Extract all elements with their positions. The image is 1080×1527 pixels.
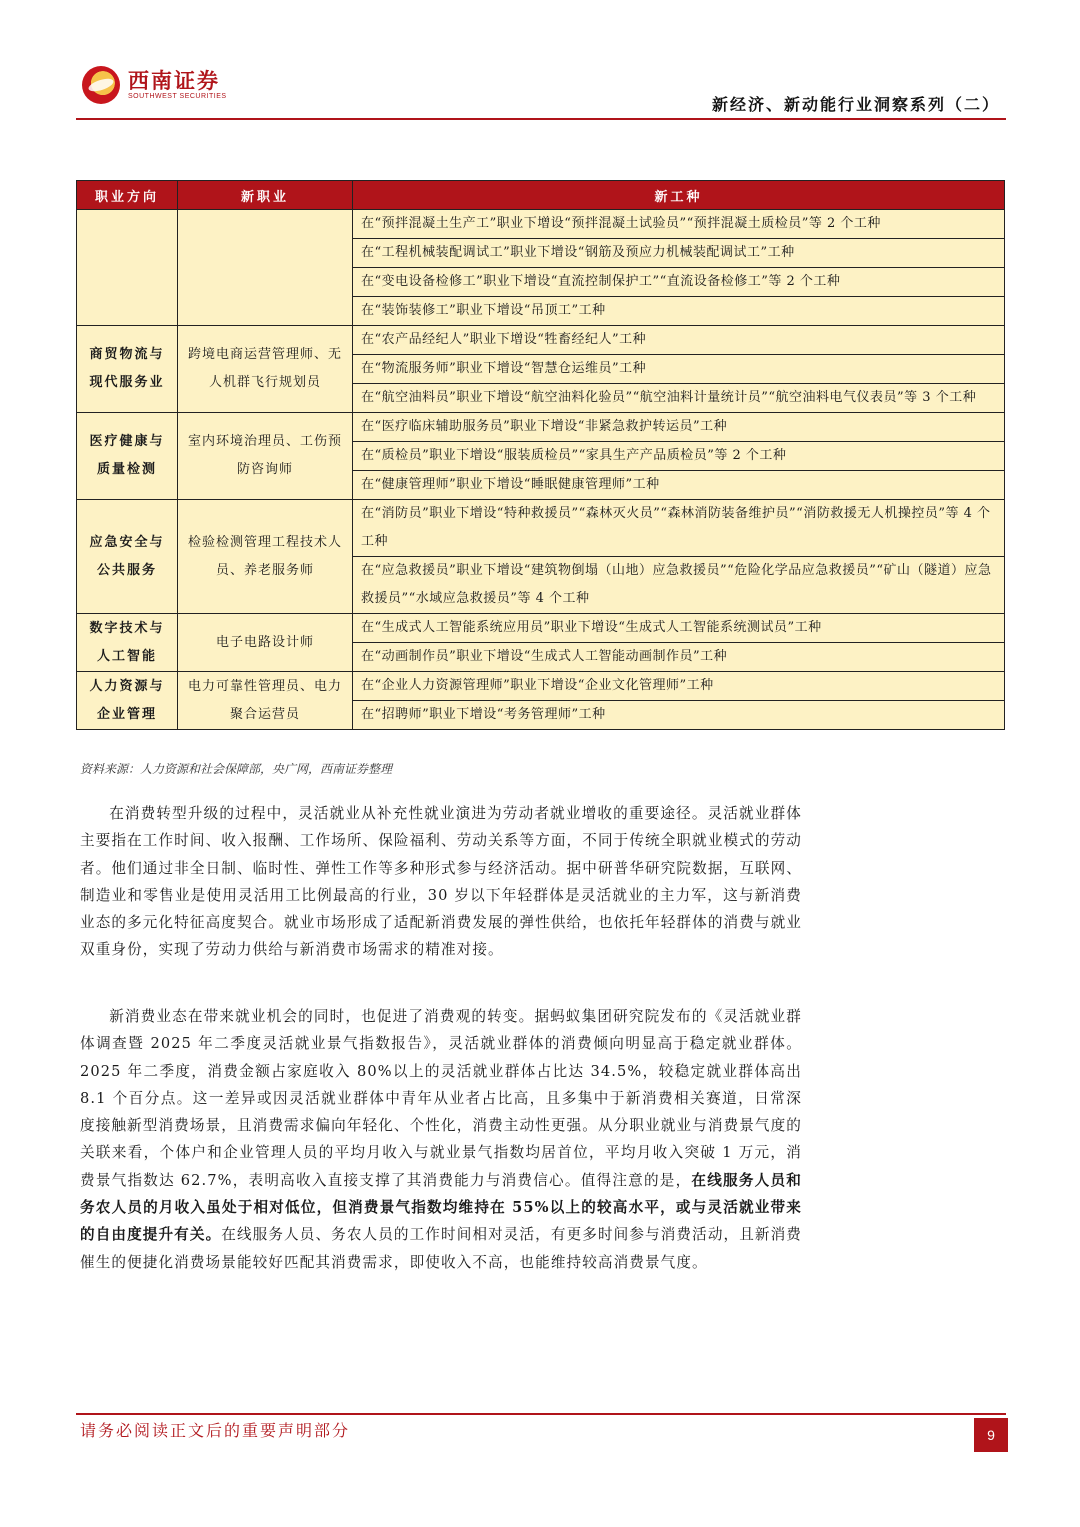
table-header-row bbox=[77, 181, 1005, 210]
occupation-cell: 室内环境治理员、工伤预防咨询师 bbox=[178, 413, 353, 500]
work-cell: 在“医疗临床辅助服务员”职业下增设“非紧急救护转运员”工种 bbox=[353, 413, 1005, 442]
column-header: 职业方向 bbox=[77, 181, 178, 210]
work-cell: 在“预拌混凝土生产工”职业下增设“预拌混凝土试验员”“预拌混凝土质检员”等 2 个工种 bbox=[353, 210, 1005, 239]
logo-name-en: SOUTHWEST SECURITIES bbox=[128, 92, 227, 100]
header-divider bbox=[76, 118, 1006, 120]
direction-cell: 人力资源与企业管理 bbox=[77, 672, 178, 730]
work-cell: 在“物流服务师”职业下增设“智慧仓运维员”工种 bbox=[353, 355, 1005, 384]
work-cell: 在“航空油料员”职业下增设“航空油料化验员”“航空油料计量统计员”“航空油料电气仪表员”等 3 个工种 bbox=[353, 384, 1005, 413]
direction-cell: 医疗健康与质量检测 bbox=[77, 413, 178, 500]
body-paragraph: 在消费转型升级的过程中，灵活就业从补充性就业演进为劳动者就业增收的重要途径。灵活就业群体主要指在工作时间、收入报酬、工作场所、保险福利、劳动关系等方面，不同于传统全职就业模式的劳动者。他们通过非全日制、临时性、弹性工作等多种形式参与经济活动。据中研普华研究院数据，互联网、制造业和零售业是使用灵活用工比例最高的行业，30 岁以下年轻群体是灵活就业的主力军，这与新消费业态的多元化特征高度契合。就业市场形成了适配新消费发展的弹性供给，也依托年轻群体的消费与就业双重身份，实现了劳动力供给与新消费市场需求的精准对接。 bbox=[80, 805, 802, 959]
column-header: 新工种 bbox=[353, 181, 1005, 210]
emphasized-text: 在线服务人员和务农人员的月收入虽处于相对低位，但消费景气指数均维持在 55%以上的较高水平，或与灵活就业带来的自由度提升有关。 bbox=[80, 1171, 802, 1244]
work-cell: 在“企业人力资源管理师”职业下增设“企业文化管理师”工种 bbox=[353, 672, 1005, 701]
table-row bbox=[77, 326, 1005, 355]
work-cell: 在“变电设备检修工”职业下增设“直流控制保护工”“直流设备检修工”等 2 个工种 bbox=[353, 268, 1005, 297]
footer-divider bbox=[76, 1413, 1006, 1415]
occupation-cell: 电力可靠性管理员、电力聚合运营员 bbox=[178, 672, 353, 730]
occupation-cell bbox=[178, 210, 353, 326]
work-cell: 在“消防员”职业下增设“特种救援员”“森林灭火员”“森林消防装备维护员”“消防救援无人机操控员”等 4 个工种 bbox=[353, 500, 1005, 557]
body-paragraph bbox=[80, 1003, 802, 1276]
occupation-cell: 电子电路设计师 bbox=[178, 614, 353, 672]
paragraph-text: 在线服务人员、务农人员的工作时间相对灵活，有更多时间参与消费活动，且新消费催生的便捷化消费场景能较好匹配其消费需求，即使收入不高，也能维持较高消费景气度。 bbox=[80, 1226, 802, 1271]
column-header: 新职业 bbox=[178, 181, 353, 210]
direction-cell bbox=[77, 210, 178, 326]
series-title: 新经济、新动能行业洞察系列（二） bbox=[711, 95, 1000, 114]
direction-cell: 商贸物流与现代服务业 bbox=[77, 326, 178, 413]
work-cell: 在“招聘师”职业下增设“考务管理师”工种 bbox=[353, 701, 1005, 730]
work-cell: 在“农产品经纪人”职业下增设“牲畜经纪人”工种 bbox=[353, 326, 1005, 355]
company-logo bbox=[82, 66, 227, 104]
direction-cell: 应急安全与公共服务 bbox=[77, 500, 178, 614]
logo-icon bbox=[82, 66, 120, 104]
work-cell: 在“健康管理师”职业下增设“睡眠健康管理师”工种 bbox=[353, 471, 1005, 500]
table-row bbox=[77, 672, 1005, 701]
page-number: 9 bbox=[974, 1418, 1008, 1452]
work-cell: 在“应急救援员”职业下增设“建筑物倒塌（山地）应急救援员”“危险化学品应急救援员”“矿山（隧道）应急救援员”“水域应急救援员”等 4 个工种 bbox=[353, 557, 1005, 614]
table-row bbox=[77, 614, 1005, 643]
direction-cell: 数字技术与人工智能 bbox=[77, 614, 178, 672]
table-source-note: 资料来源：人力资源和社会保障部，央广网，西南证券整理 bbox=[80, 762, 393, 776]
work-cell: 在“动画制作员”职业下增设“生成式人工智能动画制作员”工种 bbox=[353, 643, 1005, 672]
table-row bbox=[77, 210, 1005, 239]
work-cell: 在“工程机械装配调试工”职业下增设“钢筋及预应力机械装配调试工”工种 bbox=[353, 239, 1005, 268]
occupation-cell: 跨境电商运营管理师、无人机群飞行规划员 bbox=[178, 326, 353, 413]
new-occupations-table bbox=[76, 180, 1005, 730]
work-cell: 在“质检员”职业下增设“服装质检员”“家具生产产品质检员”等 2 个工种 bbox=[353, 442, 1005, 471]
page-header bbox=[76, 60, 1006, 124]
table-row bbox=[77, 500, 1005, 557]
logo-name-cn: 西南证券 bbox=[128, 68, 220, 93]
work-cell: 在“生成式人工智能系统应用员”职业下增设“生成式人工智能系统测试员”工种 bbox=[353, 614, 1005, 643]
table-row bbox=[77, 413, 1005, 442]
paragraph-text: 新消费业态在带来就业机会的同时，也促进了消费观的转变。据蚂蚁集团研究院发布的《灵活就业群体调查暨 2025 年二季度灵活就业景气指数报告》，灵活就业群体的消费倾向明显高于稳定就业群体。2025 年二季度，消费金额占家庭收入 80%以上的灵活就业群体占比达 34.5%，较稳定就业群体高出 8.1 个百分点。这一差异或因灵活就业群体中青年从业者占比高，且多集中于新消费相关赛道，日常深度接触新型消费场景，且消费需求偏向年轻化、个性化，消费主动性更强。从分职业就业与消费景气度的关联来看，个体户和企业管理人员的平均月收入与就业景气指数均居首位，平均月收入突破 1 万元，消费景气指数达 62.7%，表明高收入直接支撑了其消费能力与消费信心。值得注意的是， bbox=[80, 1008, 802, 1189]
work-cell: 在“装饰装修工”职业下增设“吊顶工”工种 bbox=[353, 297, 1005, 326]
disclaimer-note: 请务必阅读正文后的重要声明部分 bbox=[80, 1421, 351, 1440]
occupation-cell: 检验检测管理工程技术人员、养老服务师 bbox=[178, 500, 353, 614]
